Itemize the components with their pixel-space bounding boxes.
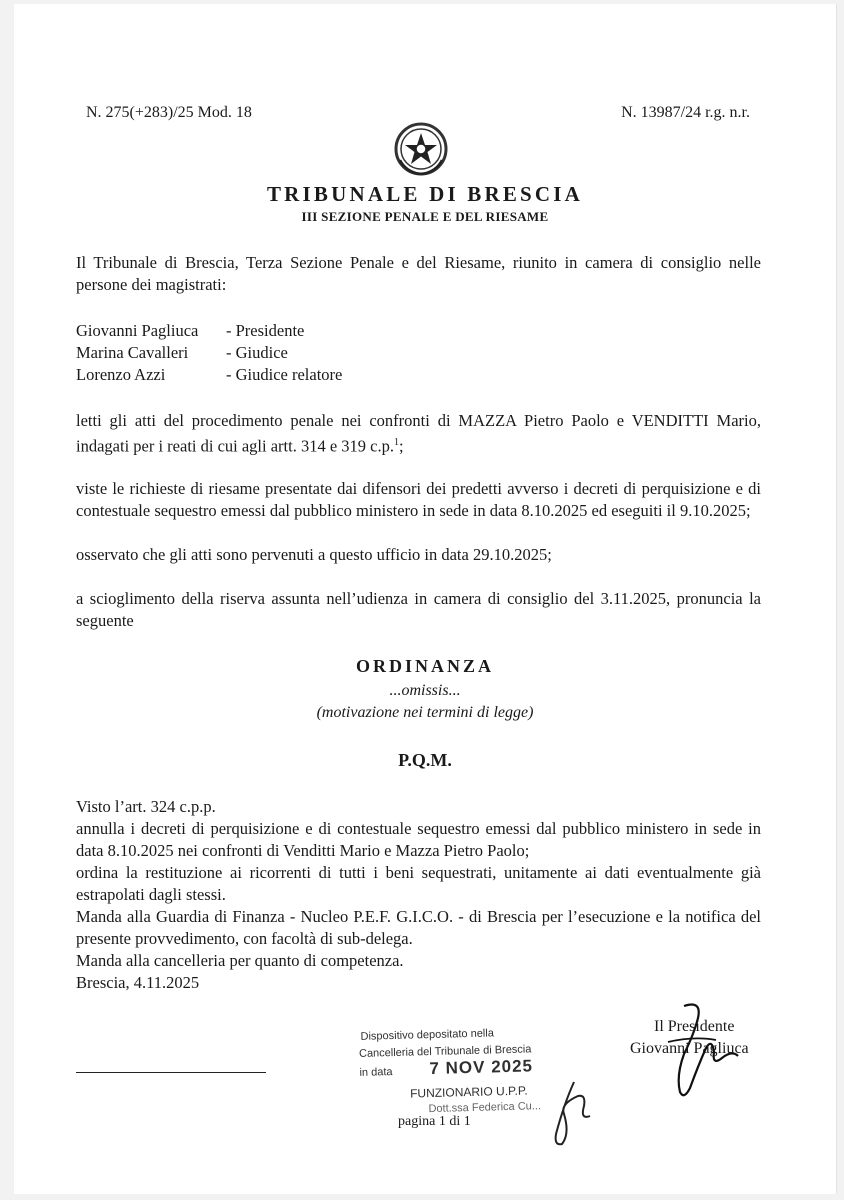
stamp-line: FUNZIONARIO U.P.P.: [409, 1083, 528, 1101]
judge-name: Giovanni Pagliuca: [76, 321, 199, 340]
intro-paragraph: Il Tribunale di Brescia, Terza Sezione Penale e del Riesame, riunito in camera di consiglio nelle persone dei magistrati:: [76, 253, 761, 294]
decision-line: Visto l’art. 324 c.p.p.: [76, 797, 216, 816]
judge-role: - Presidente: [226, 321, 305, 340]
page-number: pagina 1 di 1: [398, 1114, 471, 1129]
stamp-line: Dispositivo depositato nella: [360, 1027, 495, 1043]
president-signature-icon: [654, 996, 744, 1106]
scioglimento-paragraph: a scioglimento della riserva assunta nell’udienza in camera di consiglio del 3.11.2025, pronuncia la seguente: [76, 589, 761, 630]
clerk-signature-icon: [534, 1074, 594, 1154]
decision-block: [76, 796, 761, 994]
motivazione-text: (motivazione nei termini di legge): [316, 704, 534, 721]
decision-line: ordina la restituzione ai ricorrenti di tutti i beni sequestrati, unitamente ai dati eventualmente già estrapolati dagli stessi.: [76, 863, 761, 904]
decision-line: Manda alla cancelleria per quanto di competenza.: [76, 951, 404, 970]
judge-row: [76, 320, 342, 342]
judge-row: [76, 364, 342, 386]
judges-list: [76, 320, 342, 386]
footnote-marker: 1: [393, 437, 399, 448]
italian-republic-emblem-icon: [392, 120, 450, 178]
judge-row: [76, 342, 342, 364]
register-number-right: N. 13987/24 r.g. n.r.: [621, 104, 750, 121]
document-page: [14, 4, 837, 1194]
letti-text: letti gli atti del procedimento penale nei confronti di MAZZA Pietro Paolo e VENDITTI Mario, indagati per i reati di cui agli artt. 314 e 319 c.p.: [76, 411, 761, 456]
signature-line: [76, 1072, 266, 1073]
stamp-date: 7 NOV 2025: [429, 1056, 534, 1079]
court-title: TRIBUNALE DI BRESCIA: [266, 182, 584, 206]
president-label: Il Presidente: [654, 1018, 735, 1035]
osservato-paragraph: osservato che gli atti sono pervenuti a questo ufficio in data 29.10.2025;: [76, 545, 552, 564]
court-section: III SEZIONE PENALE E DEL RIESAME: [301, 209, 549, 224]
register-number-left: N. 275(+283)/25 Mod. 18: [86, 104, 252, 121]
stamp-line: Cancelleria del Tribunale di Brescia: [358, 1043, 532, 1060]
decision-line: annulla i decreti di perquisizione e di contestuale sequestro emessi dal pubblico ministero in sede in data 8.10.2025 nei confronti di Venditti Mario e Mazza Pietro Paolo;: [76, 819, 761, 860]
letti-end: ;: [398, 436, 404, 456]
viste-paragraph: viste le richieste di riesame presentate dai difensori dei predetti avverso i decreti di perquisizione e di contestuale sequestro emessi dal pubblico ministero in sede in data 8.10.2025 ed eseguiti il 9.10.2025;: [76, 479, 761, 520]
pqm-title: P.Q.M.: [398, 750, 452, 770]
stamp-line: Dott.ssa Federica Cu...: [428, 1100, 542, 1116]
judge-name: Lorenzo Azzi: [76, 365, 166, 384]
stamp-line: in data: [359, 1066, 393, 1079]
judge-role: - Giudice relatore: [226, 365, 343, 384]
decision-line: Brescia, 4.11.2025: [76, 973, 200, 992]
letti-paragraph: [76, 410, 761, 458]
decision-line: Manda alla Guardia di Finanza - Nucleo P.E.F. G.I.C.O. - di Brescia per l’esecuzione e la notifica del presente provvedimento, con facoltà di sub-delega.: [76, 907, 761, 948]
judge-role: - Giudice: [226, 343, 288, 362]
judge-name: Marina Cavalleri: [76, 343, 189, 362]
president-name: Giovanni Pagliuca: [630, 1040, 749, 1057]
ordinanza-title: ORDINANZA: [355, 656, 494, 676]
omissis-text: ...omissis...: [389, 682, 461, 699]
